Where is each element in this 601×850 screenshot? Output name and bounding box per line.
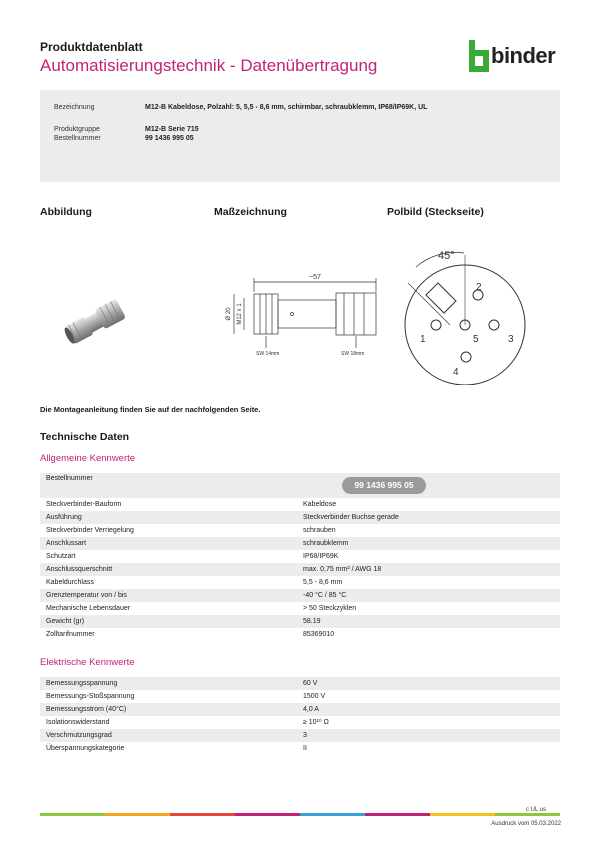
row-value: 60 V (303, 680, 318, 687)
binder-logo (467, 40, 567, 72)
table-row (40, 537, 560, 550)
dim-diameter: Ø 20 (226, 307, 232, 321)
table-row (40, 690, 560, 703)
footer-bar-segment (495, 813, 560, 816)
table-row (40, 576, 560, 589)
general-table (40, 473, 560, 641)
row-value: schrauben (303, 527, 336, 534)
row-value: II (303, 745, 307, 752)
table-row (40, 615, 560, 628)
row-value: Steckverbinder Buchse gerade (303, 514, 399, 521)
order-number-badge: 99 1436 995 05 (342, 477, 426, 494)
row-value: 1500 V (303, 693, 326, 700)
table-row (40, 498, 560, 511)
row-value: > 50 Steckzyklen (303, 605, 357, 612)
pin-3-label: 3 (508, 334, 514, 345)
row-value: max. 0,75 mm² / AWG 18 (303, 566, 382, 573)
footer-bar-segment (170, 813, 235, 816)
row-label: Verschmutzungsgrad (46, 732, 112, 739)
dim-sw1: SW 14mm (256, 351, 280, 357)
row-label: Kabeldurchlass (46, 579, 94, 586)
row-label: Grenztemperatur von / bis (46, 592, 127, 599)
row-value: Kabeldose (303, 501, 337, 508)
row-label: Bemessungs-Stoßspannung (46, 693, 135, 700)
row-value: 4,0 A (303, 706, 319, 713)
dimension-drawing (216, 262, 386, 362)
info-label: Bestellnummer (54, 135, 101, 142)
footer-bar-segment (235, 813, 300, 816)
footer-bar-segment (105, 813, 170, 816)
row-label: Ausführung (46, 514, 82, 521)
table-row (40, 602, 560, 615)
row-label: Schutzart (46, 553, 76, 560)
info-value: 99 1436 995 05 (145, 135, 194, 142)
technical-heading: Technische Daten (40, 431, 130, 443)
logo-text: binder (491, 43, 556, 68)
row-label: Mechanische Lebensdauer (46, 605, 131, 612)
pin-diagram (398, 235, 528, 385)
table-row (40, 511, 560, 524)
print-date: Ausdruck vom 05.03.2022 (491, 821, 561, 827)
pin-4-label: 4 (453, 367, 459, 378)
table-row (40, 716, 560, 729)
order-number-row (40, 473, 560, 498)
row-label: Bemessungsspannung (46, 680, 118, 687)
row-value: -40 °C / 85 °C (303, 592, 347, 599)
row-label: Isolationswiderstand (46, 719, 110, 726)
row-label: Anschlussquerschnitt (46, 566, 113, 573)
section-abbildung: Abbildung (40, 206, 92, 218)
info-row (54, 104, 427, 111)
electrical-heading: Elektrische Kennwerte (40, 657, 135, 668)
pin-2-label: 2 (476, 282, 482, 293)
footer-bar-segment (430, 813, 495, 816)
info-row (54, 126, 199, 133)
table-row (40, 550, 560, 563)
cert-label: c UL us (526, 807, 547, 813)
row-label: Bemessungsstrom (40°C) (46, 706, 127, 713)
row-label: Anschlussart (46, 540, 87, 547)
binder-logo-mark (467, 40, 493, 72)
pin-5-label: 5 (473, 334, 479, 345)
row-label: Überspannungskategorie (46, 745, 125, 752)
info-value: M12-B Serie 715 (145, 126, 199, 133)
product-image (60, 295, 135, 347)
dim-sw2: SW 18mm (341, 351, 365, 357)
electrical-table (40, 677, 560, 755)
ul-certification-mark (526, 801, 548, 813)
order-label: Bestellnummer (46, 475, 93, 482)
table-row (40, 703, 560, 716)
table-row (40, 589, 560, 602)
page-title: Automatisierungstechnik - Datenübertragung (40, 56, 378, 75)
info-box (40, 90, 560, 182)
footer-bar-segment (365, 813, 430, 816)
mounting-note: Die Montageanleitung finden Sie auf der nachfolgenden Seite. (40, 405, 261, 414)
table-row (40, 524, 560, 537)
footer-bar-segment (300, 813, 365, 816)
table-row (40, 628, 560, 641)
row-value: IP68/IP69K (303, 553, 339, 560)
section-polbild: Polbild (Steckseite) (387, 206, 484, 218)
row-value: 3 (303, 732, 307, 739)
row-value: 5,5 - 8,6 mm (303, 579, 343, 586)
info-label: Produktgruppe (54, 126, 100, 133)
row-value: 58.19 (303, 618, 321, 625)
pin-1-label: 1 (420, 334, 426, 345)
row-label: Steckverbinder Verriegelung (46, 527, 134, 534)
doc-type: Produktdatenblatt (40, 40, 143, 54)
row-label: Gewicht (gr) (46, 618, 85, 625)
info-value: M12-B Kabeldose, Polzahl: 5, 5,5 - 8,6 mm, schirmbar, schraubklemm, IP68/IP69K, UL (145, 104, 428, 111)
table-row (40, 677, 560, 690)
angle-label: 45° (438, 250, 455, 262)
row-value: 85369010 (303, 631, 335, 638)
row-value: schraubklemm (303, 540, 349, 547)
table-row (40, 742, 560, 755)
row-label: Steckverbinder-Bauform (46, 501, 122, 508)
row-value: ≥ 10¹⁰ Ω (303, 719, 329, 726)
footer-color-bar (40, 813, 560, 816)
dim-length: ~57 (309, 274, 321, 281)
footer-bar-segment (40, 813, 105, 816)
row-label: Zolltarifnummer (46, 631, 95, 638)
table-row (40, 729, 560, 742)
general-heading: Allgemeine Kennwerte (40, 453, 136, 464)
section-masszeichnung: Maßzeichnung (214, 206, 287, 218)
info-label: Bezeichnung (54, 104, 95, 111)
dim-thread: M12 x 1 (237, 303, 243, 325)
table-row (40, 563, 560, 576)
info-row (54, 135, 194, 142)
